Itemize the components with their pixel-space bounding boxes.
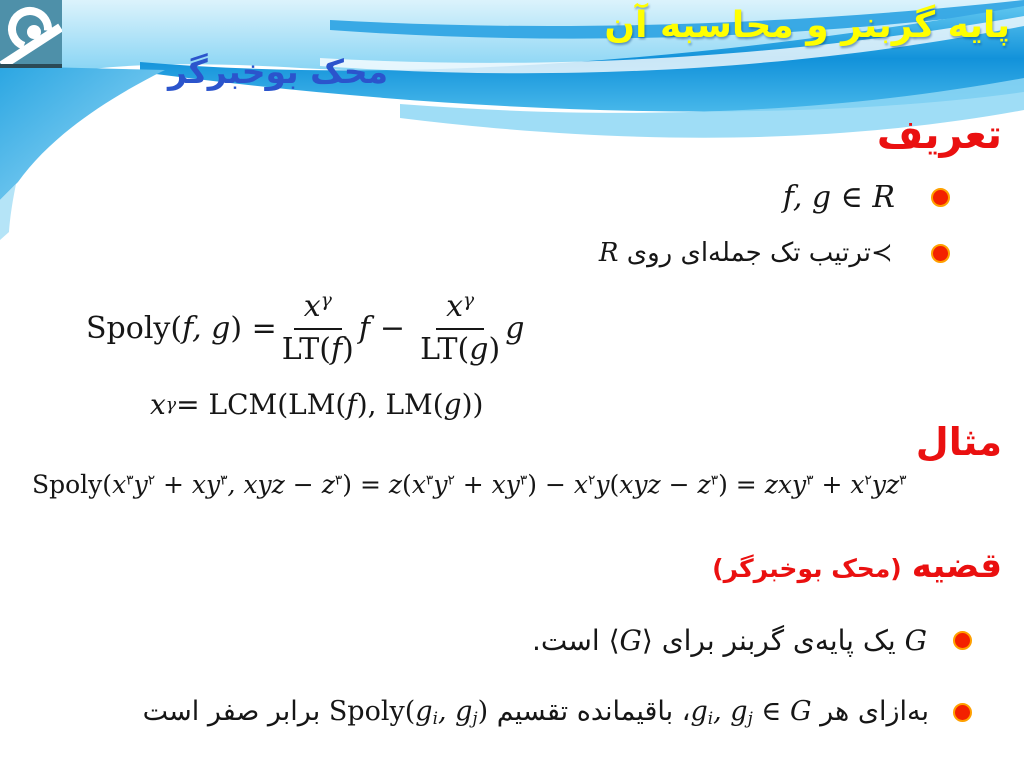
bullet-text-fg-in-R: f, g ∈ R — [782, 180, 895, 215]
definition-heading: تعریف — [876, 112, 1002, 158]
bullet-icon — [953, 703, 972, 722]
bullet-text-remainder-zero: به‌ازای هر gi, gj ∈ G، باقیمانده تقسیم Spoly(gi, gj) برابر صفر است — [142, 696, 929, 729]
formula-lhs: Spoly(f, g) = — [86, 311, 277, 347]
example-equation: $Spoly(x^۳y^۲ + xy^۳$, xyz − $z^۳) = z(x^۳y^۲ + xy^۳) - x^۲y(xyz - z^۳) = zxy^۳ + x^۲yz^۳$ — [32, 470, 907, 499]
theorem-bullet-1 — [532, 624, 972, 657]
lcm-formula: x γ = LCM(LM( f ), LM( g )) — [150, 388, 484, 421]
fraction-denominator: LT(f) — [281, 331, 354, 367]
minus-operator: − — [379, 311, 406, 347]
theorem-heading-main: قضیه — [911, 546, 1002, 586]
spoly-definition-formula — [86, 290, 524, 367]
fraction-2 — [420, 290, 500, 367]
university-logo-icon — [0, 0, 62, 68]
theorem-heading — [712, 546, 1002, 586]
bullet-icon — [931, 188, 950, 207]
fraction-denominator: LT(g) — [420, 331, 501, 367]
definition-bullet-2 — [599, 238, 950, 268]
theorem-bullet-2 — [143, 696, 972, 728]
slide-subtitle: محک بوخبرگر — [168, 52, 389, 91]
definition-bullet-1 — [783, 180, 950, 215]
slide-title: پایه گربنر و محاسبه آن — [604, 5, 1010, 46]
multiplier-g: g — [505, 311, 525, 347]
fraction-numerator: $x^\gamma$ — [436, 290, 484, 330]
fraction-numerator: $x^\gamma$ — [294, 290, 342, 330]
logo — [0, 0, 62, 68]
example-heading: مثال — [915, 420, 1002, 464]
bullet-icon — [931, 244, 950, 263]
bullet-text-groebner-basis: G یک پایه‌ی گربنر برای ⟨G⟩ است. — [532, 624, 927, 657]
bullet-icon — [953, 631, 972, 650]
bullet-text-monomial-order: ≺ ترتیب تک جمله‌ای روی R — [598, 238, 901, 268]
theorem-heading-paren: (محک بوخبرگر) — [712, 554, 902, 583]
multiplier-f: f — [358, 311, 370, 347]
fraction-1 — [282, 290, 354, 367]
